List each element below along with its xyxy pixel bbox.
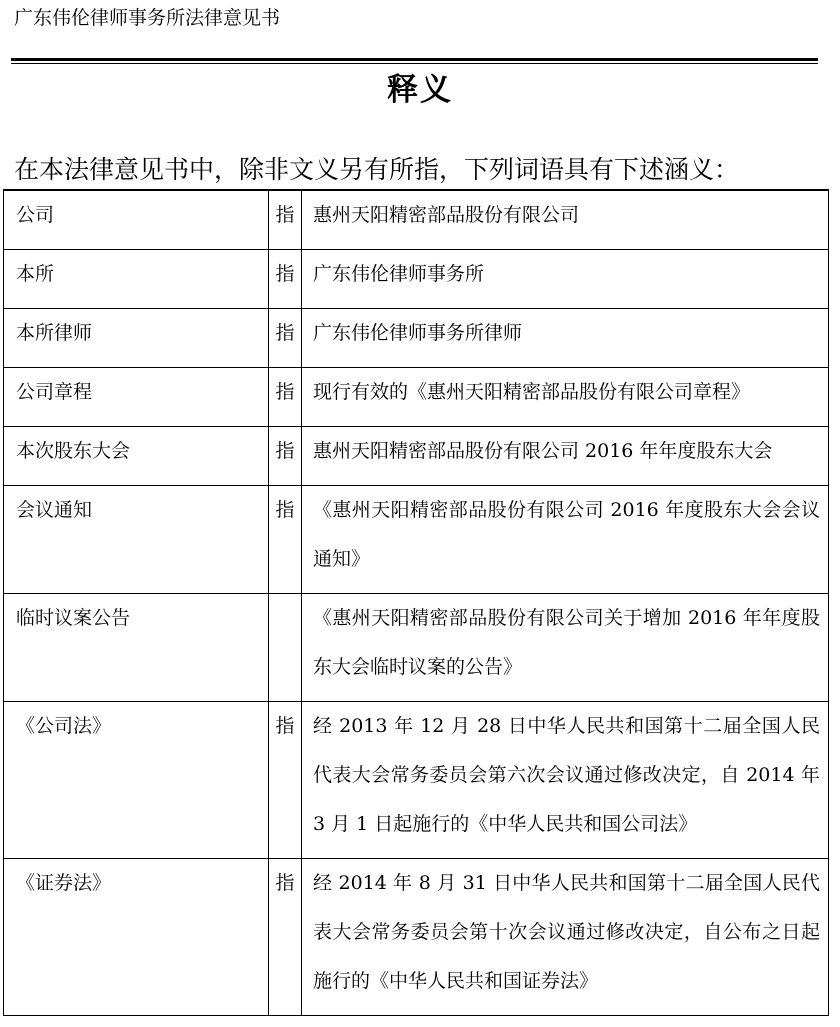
term-text: 临时议案公告 [16,607,131,629]
table-row [4,702,829,859]
table-row [4,190,829,250]
mark-cell [269,190,302,250]
table-row [4,309,829,368]
definition-cell [302,594,829,702]
term-text: 本所律师 [16,322,93,344]
definition-text: 惠州天阳精密部品股份有限公司 2016 年年度股东大会 [313,440,773,462]
mark-text: 指 [275,499,295,521]
header-rule-thin [11,63,818,64]
definition-text: 现行有效的《惠州天阳精密部品股份有限公司章程》 [313,381,751,403]
page-title: 释义 [387,72,453,108]
term-text: 本所 [16,263,55,285]
term-text: 《公司法》 [16,715,112,737]
term-cell [4,859,269,1016]
definition-text: 经 2013 年 12 月 28 日中华人民共和国第十二届全国人民代表大会常务委员会第六次会议通过修改决定，自 2014 年 3 月 1 日起施行的《中华人民共和国公司法》 [313,715,820,835]
term-text: 公司章程 [16,381,93,403]
definition-text: 广东伟伦律师事务所 [313,263,485,285]
mark-text: 指 [275,322,295,344]
term-cell [4,309,269,368]
definition-cell [302,486,829,594]
table-row [4,486,829,594]
header-rule-thick [11,58,818,61]
definitions-table [3,189,829,1016]
mark-text: 指 [275,204,295,226]
mark-text: 指 [275,715,295,737]
definition-text: 广东伟伦律师事务所律师 [313,322,523,344]
term-cell [4,702,269,859]
mark-text: 指 [275,872,295,894]
term-text: 《证券法》 [16,872,112,894]
definition-cell [302,368,829,427]
term-cell [4,427,269,486]
term-cell [4,190,269,250]
definition-text: 惠州天阳精密部品股份有限公司 [313,204,580,226]
term-cell [4,368,269,427]
mark-cell [269,427,302,486]
term-text: 本次股东大会 [16,440,131,462]
term-cell [4,594,269,702]
definition-text: 《惠州天阳精密部品股份有限公司关于增加 2016 年年度股东大会临时议案的公告》 [313,607,820,678]
table-row [4,368,829,427]
table-row [4,859,829,1016]
mark-text: 指 [275,440,295,462]
table-row [4,427,829,486]
table-row [4,250,829,309]
definition-text: 《惠州天阳精密部品股份有限公司 2016 年度股东大会会议通知》 [313,499,820,570]
mark-cell [269,486,302,594]
definition-cell [302,859,829,1016]
mark-cell [269,594,302,702]
term-text: 公司 [16,204,55,226]
term-text: 会议通知 [16,499,93,521]
definition-cell [302,309,829,368]
term-cell [4,486,269,594]
term-cell [4,250,269,309]
definition-cell [302,702,829,859]
mark-cell [269,250,302,309]
running-header: 广东伟伦律师事务所法律意见书 [14,7,281,29]
definition-cell [302,427,829,486]
mark-cell [269,702,302,859]
table-row [4,594,829,702]
mark-text: 指 [275,381,295,403]
mark-cell [269,368,302,427]
mark-cell [269,309,302,368]
mark-cell [269,859,302,1016]
intro-text: 在本法律意见书中，除非文义另有所指，下列词语具有下述涵义： [14,155,740,184]
mark-text: 指 [275,263,295,285]
definition-text: 经 2014 年 8 月 31 日中华人民共和国第十二届全国人民代表大会常务委员会第十次会议通过修改决定，自公布之日起施行的《中华人民共和国证券法》 [313,872,820,992]
definition-cell [302,190,829,250]
definition-cell [302,250,829,309]
